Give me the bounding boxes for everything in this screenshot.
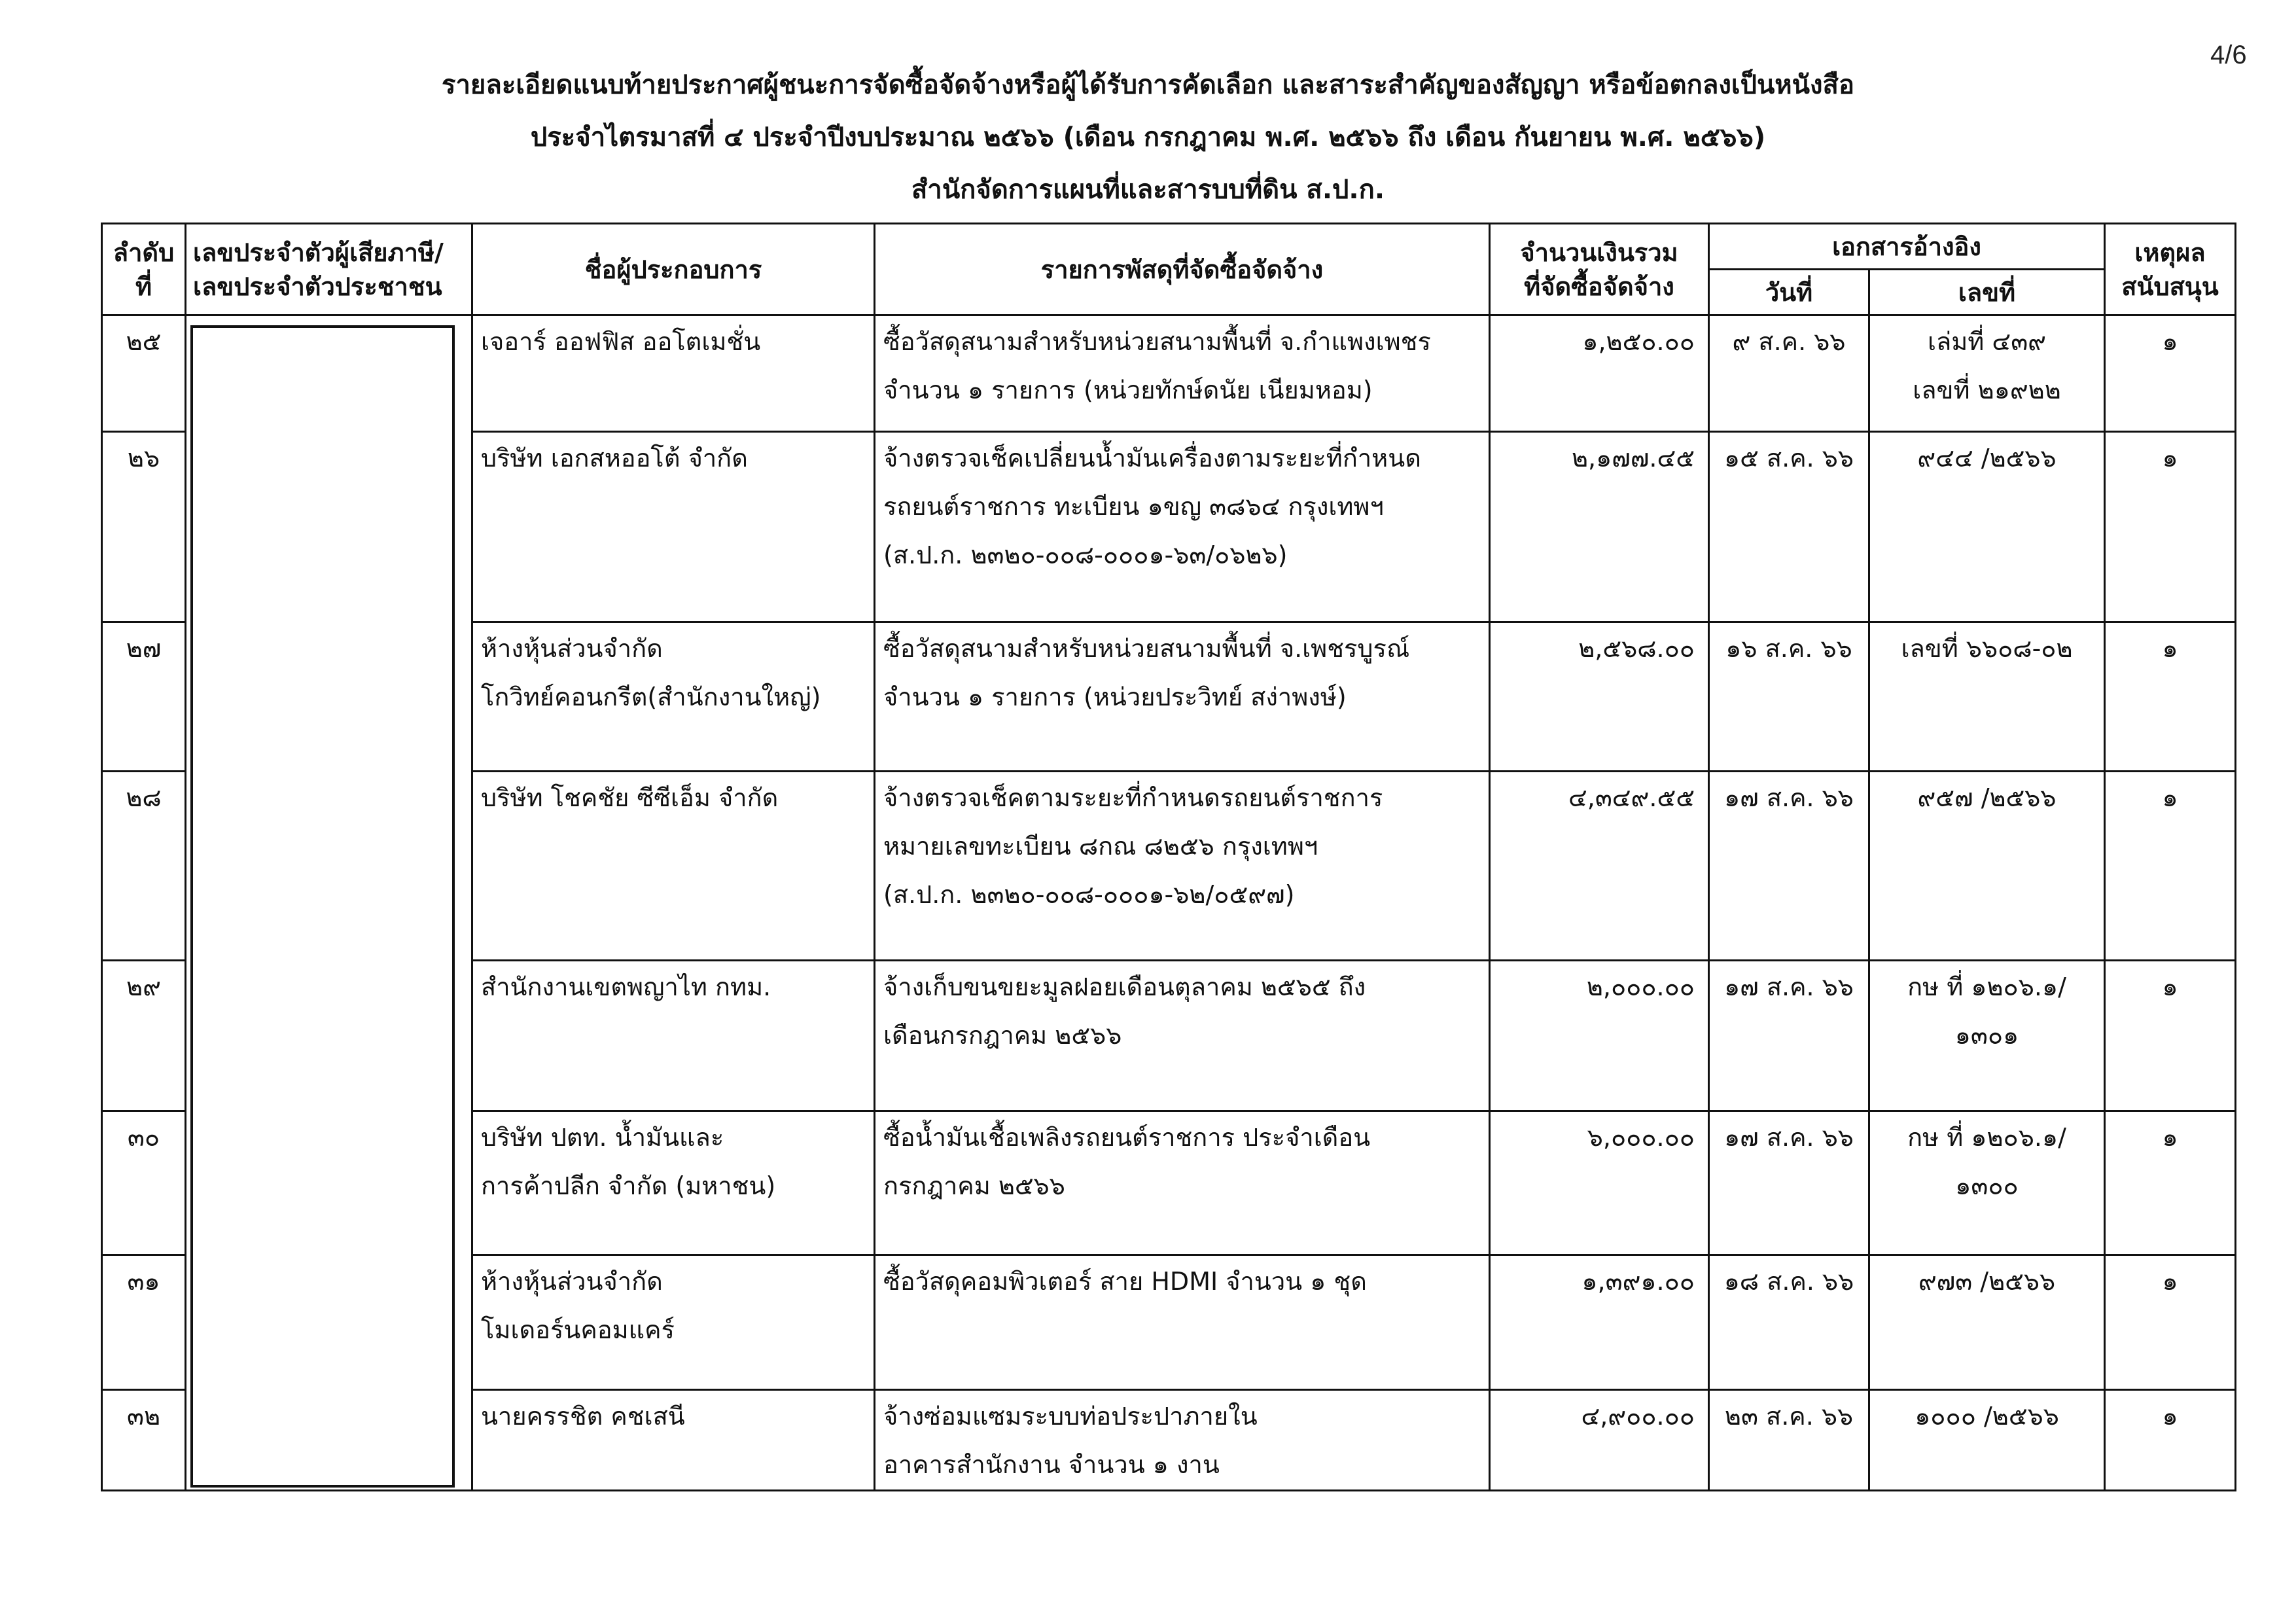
row-vendor <box>472 772 875 961</box>
row-reason: ๑ <box>2105 1255 2236 1390</box>
row-ref-date: ๑๗ ส.ค. ๖๖ <box>1709 961 1869 1111</box>
row-amount: ๒,๕๖๘.๐๐ <box>1490 622 1709 772</box>
row-ref-no <box>1869 1111 2105 1255</box>
row-amount: ๒,๑๗๗.๔๕ <box>1490 432 1709 622</box>
document-title-line-2: ประจำไตรมาสที่ ๔ ประจำปีงบประมาณ ๒๕๖๖ (เดือน กรกฎาคม พ.ศ. ๒๕๖๖ ถึง เดือน กันยายน พ.ศ. ๒๕๖๖) <box>530 122 1766 152</box>
header-taxid: เลขประจำตัวผู้เสียภาษี/ เลขประจำตัวประชาชน <box>186 224 472 315</box>
row-seq: ๒๙ <box>102 961 186 1111</box>
docno-line: ๑๐๐๐ /๒๕๖๖ <box>1915 1402 2059 1431</box>
row-description <box>875 622 1490 772</box>
row-ref-no <box>1869 772 2105 961</box>
taxid-cell <box>186 315 472 1491</box>
row-ref-date: ๑๗ ส.ค. ๖๖ <box>1709 772 1869 961</box>
row-ref-no <box>1869 1255 2105 1390</box>
row-seq: ๓๐ <box>102 1111 186 1255</box>
row-reason: ๑ <box>2105 432 2236 622</box>
row-vendor <box>472 1111 875 1255</box>
row-seq: ๒๕ <box>102 315 186 432</box>
docno-line: เลขที่ ๒๑๙๒๒ <box>1913 376 2061 404</box>
row-amount: ๑,๒๕๐.๐๐ <box>1490 315 1709 432</box>
desc-line: จ้างเก็บขนขยะมูลฝอยเดือนตุลาคม ๒๕๖๕ ถึง <box>883 972 1366 1001</box>
row-ref-no <box>1869 432 2105 622</box>
table-row <box>102 315 2236 432</box>
page-number: 4/6 <box>2210 41 2247 69</box>
vendor-line: ห้างหุ้นส่วนจำกัด <box>481 1267 663 1296</box>
row-amount: ๔,๓๔๙.๕๕ <box>1490 772 1709 961</box>
redaction-box <box>190 325 455 1488</box>
header-amount: จำนวนเงินรวม ที่จัดซื้อจัดจ้าง <box>1490 224 1709 315</box>
row-description <box>875 1390 1490 1491</box>
vendor-line: สำนักงานเขตพญาไท กทม. <box>481 972 771 1001</box>
desc-line: จ้างตรวจเช็คตามระยะที่กำหนดรถยนต์ราชการ <box>883 783 1383 812</box>
vendor-line: โมเดอร์นคอมแคร์ <box>481 1315 675 1344</box>
row-reason: ๑ <box>2105 1111 2236 1255</box>
table-header <box>102 224 2236 315</box>
docno-line: ๑๓๐๑ <box>1954 1021 2019 1050</box>
row-ref-date: ๑๕ ส.ค. ๖๖ <box>1709 432 1869 622</box>
row-ref-date: ๒๓ ส.ค. ๖๖ <box>1709 1390 1869 1491</box>
docno-line: ๑๓๐๐ <box>1955 1171 2019 1200</box>
vendor-line: บริษัท โชคชัย ซีซีเอ็ม จำกัด <box>481 783 779 812</box>
header-ref-no: เลขที่ <box>1869 270 2105 315</box>
row-ref-no <box>1869 315 2105 432</box>
row-reason: ๑ <box>2105 961 2236 1111</box>
row-seq: ๒๖ <box>102 432 186 622</box>
row-reason: ๑ <box>2105 1390 2236 1491</box>
desc-line: จ้างตรวจเช็คเปลี่ยนน้ำมันเครื่องตามระยะที่กำหนด <box>883 444 1421 473</box>
row-description <box>875 432 1490 622</box>
procurement-table <box>101 223 2236 1491</box>
vendor-line: บริษัท ปตท. น้ำมันและ <box>481 1123 724 1152</box>
row-amount: ๖,๐๐๐.๐๐ <box>1490 1111 1709 1255</box>
docno-line: กษ ที่ ๑๒๐๖.๑/ <box>1907 1123 2066 1152</box>
row-seq: ๓๑ <box>102 1255 186 1390</box>
row-amount: ๑,๓๙๑.๐๐ <box>1490 1255 1709 1390</box>
row-amount: ๔,๙๐๐.๐๐ <box>1490 1390 1709 1491</box>
row-reason: ๑ <box>2105 315 2236 432</box>
header-items: รายการพัสดุที่จัดซื้อจัดจ้าง <box>875 224 1490 315</box>
header-reason: เหตุผล สนับสนุน <box>2105 224 2236 315</box>
desc-line: (ส.ป.ก. ๒๓๒๐-๐๐๘-๐๐๐๑-๖๒/๐๕๙๗) <box>883 880 1295 909</box>
docno-line: ๙๗๓ /๒๕๖๖ <box>1918 1267 2056 1296</box>
desc-line: เดือนกรกฎาคม ๒๕๖๖ <box>883 1021 1122 1050</box>
row-ref-no <box>1869 622 2105 772</box>
row-ref-date: ๑๗ ส.ค. ๖๖ <box>1709 1111 1869 1255</box>
desc-line: ซื้อวัสดุสนามสำหรับหน่วยสนามพื้นที่ จ.เพชรบูรณ์ <box>883 634 1410 663</box>
row-amount: ๒,๐๐๐.๐๐ <box>1490 961 1709 1111</box>
table-body <box>102 315 2236 1491</box>
document-title-line-1: รายละเอียดแนบท้ายประกาศผู้ชนะการจัดซื้อจัดจ้างหรือผู้ได้รับการคัดเลือก และสาระสำคัญของสัญญา หรือข้อตกลงเป็นหนังสือ <box>441 70 1854 100</box>
desc-line: หมายเลขทะเบียน ๘กณ ๘๒๕๖ กรุงเทพฯ <box>883 832 1318 861</box>
row-ref-no <box>1869 961 2105 1111</box>
desc-line: จำนวน ๑ รายการ (หน่วยทักษ์ดนัย เนียมหอม) <box>883 376 1373 404</box>
row-vendor <box>472 622 875 772</box>
header-ref-date: วันที่ <box>1709 270 1869 315</box>
docno-line: เล่มที่ ๔๓๙ <box>1927 327 2047 356</box>
row-vendor <box>472 432 875 622</box>
header-seq: ลำดับ ที่ <box>102 224 186 315</box>
row-ref-no <box>1869 1390 2105 1491</box>
row-ref-date: ๙ ส.ค. ๖๖ <box>1709 315 1869 432</box>
row-ref-date: ๑๖ ส.ค. ๖๖ <box>1709 622 1869 772</box>
row-vendor <box>472 961 875 1111</box>
vendor-line: การค้าปลีก จำกัด (มหาชน) <box>481 1171 776 1200</box>
desc-line: ซื้อวัสดุสนามสำหรับหน่วยสนามพื้นที่ จ.กำแพงเพชร <box>883 327 1431 356</box>
row-description <box>875 1111 1490 1255</box>
row-description <box>875 315 1490 432</box>
docno-line: ๙๕๗ /๒๕๖๖ <box>1917 783 2057 812</box>
row-vendor <box>472 1390 875 1491</box>
desc-line: จ้างซ่อมแซมระบบท่อประปาภายใน <box>883 1402 1258 1431</box>
desc-line: (ส.ป.ก. ๒๓๒๐-๐๐๘-๐๐๐๑-๖๓/๐๖๒๖) <box>883 541 1288 569</box>
vendor-line: บริษัท เอกสหออโต้ จำกัด <box>481 444 748 473</box>
row-description <box>875 961 1490 1111</box>
desc-line: ซื้อวัสดุคอมพิวเตอร์ สาย HDMI จำนวน ๑ ชุด <box>883 1267 1367 1296</box>
row-vendor <box>472 315 875 432</box>
row-seq: ๓๒ <box>102 1390 186 1491</box>
header-vendor: ชื่อผู้ประกอบการ <box>472 224 875 315</box>
header-ref-docs: เอกสารอ้างอิง <box>1709 224 2105 270</box>
row-description <box>875 772 1490 961</box>
desc-line: รถยนต์ราชการ ทะเบียน ๑ขญ ๓๘๖๔ กรุงเทพฯ <box>883 492 1384 521</box>
desc-line: กรกฎาคม ๒๕๖๖ <box>883 1171 1065 1200</box>
row-seq: ๒๘ <box>102 772 186 961</box>
vendor-line: เจอาร์ ออฟฟิส ออโตเมชั่น <box>481 327 761 356</box>
vendor-line: ห้างหุ้นส่วนจำกัด <box>481 634 663 663</box>
row-reason: ๑ <box>2105 622 2236 772</box>
desc-line: ซื้อน้ำมันเชื้อเพลิงรถยนต์ราชการ ประจำเดือน <box>883 1123 1371 1152</box>
docno-line: เลขที่ ๖๖๐๘-๐๒ <box>1901 634 2073 663</box>
row-ref-date: ๑๘ ส.ค. ๖๖ <box>1709 1255 1869 1390</box>
row-vendor <box>472 1255 875 1390</box>
desc-line: จำนวน ๑ รายการ (หน่วยประวิทย์ สง่าพงษ์) <box>883 683 1347 711</box>
row-seq: ๒๗ <box>102 622 186 772</box>
document-title-line-3: สำนักจัดการแผนที่และสารบบที่ดิน ส.ป.ก. <box>911 175 1385 205</box>
docno-line: ๙๔๔ /๒๕๖๖ <box>1917 444 2057 473</box>
row-description <box>875 1255 1490 1390</box>
row-reason: ๑ <box>2105 772 2236 961</box>
document-header <box>0 59 2296 216</box>
docno-line: กษ ที่ ๑๒๐๖.๑/ <box>1907 972 2066 1001</box>
desc-line: อาคารสำนักงาน จำนวน ๑ งาน <box>883 1450 1220 1479</box>
vendor-line: โกวิทย์คอนกรีต(สำนักงานใหญ่) <box>481 683 821 711</box>
vendor-line: นายครรชิต คชเสนี <box>481 1402 685 1431</box>
